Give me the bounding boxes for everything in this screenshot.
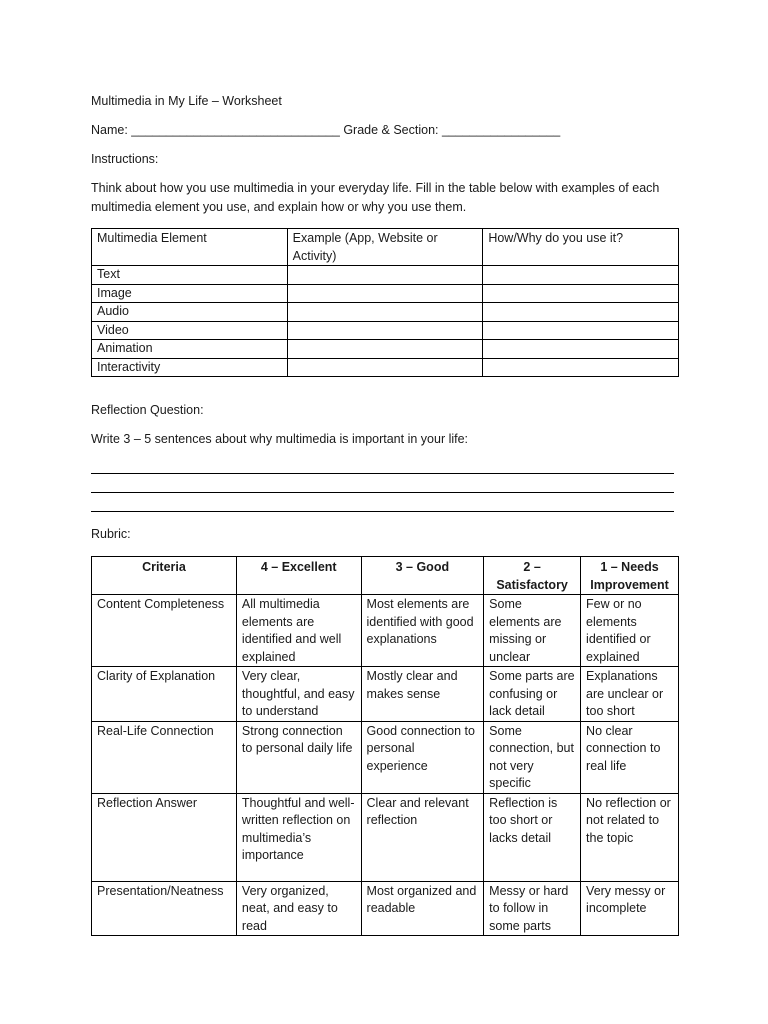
- multimedia-elements-table: [91, 228, 679, 377]
- column-header: 2 – Satisfactory: [484, 557, 581, 595]
- worksheet-title: Multimedia in My Life – Worksheet: [91, 94, 282, 108]
- rubric-cell: Clear and relevant reflection: [361, 793, 484, 881]
- rubric-cell: All multimedia elements are identified and well explained: [236, 595, 361, 667]
- answer-line[interactable]: [91, 511, 674, 512]
- table-row: [92, 266, 679, 285]
- rubric-cell: Some elements are missing or unclear: [484, 595, 581, 667]
- example-cell[interactable]: [287, 284, 483, 303]
- rubric-cell: No reflection or not related to the topic: [581, 793, 679, 881]
- column-header: Multimedia Element: [92, 229, 288, 266]
- reflection-prompt: Write 3 – 5 sentences about why multimedia is important in your life:: [91, 432, 469, 446]
- rubric-heading: Rubric:: [91, 527, 131, 541]
- column-header: Criteria: [92, 557, 237, 595]
- rubric-cell: Messy or hard to follow in some parts: [484, 881, 581, 936]
- element-label: Image: [92, 284, 288, 303]
- rubric-cell: Few or no elements identified or explained: [581, 595, 679, 667]
- element-label: Interactivity: [92, 358, 288, 377]
- rubric-cell: Thoughtful and well-written reflection on multimedia’s importance: [236, 793, 361, 881]
- instructions-line-2: multimedia element you use, and explain how or why you use them.: [91, 200, 467, 214]
- rubric-cell: Most organized and readable: [361, 881, 484, 936]
- example-cell[interactable]: [287, 321, 483, 340]
- how-why-cell[interactable]: [483, 284, 679, 303]
- answer-line[interactable]: [91, 473, 674, 474]
- table-row: [92, 721, 679, 793]
- how-why-cell[interactable]: [483, 358, 679, 377]
- example-cell[interactable]: [287, 358, 483, 377]
- rubric-cell: Some connection, but not very specific: [484, 721, 581, 793]
- element-label: Animation: [92, 340, 288, 359]
- instructions-heading: Instructions:: [91, 152, 159, 166]
- column-header: 4 – Excellent: [236, 557, 361, 595]
- how-why-cell[interactable]: [483, 340, 679, 359]
- example-cell[interactable]: [287, 303, 483, 322]
- rubric-cell: Some parts are confusing or lack detail: [484, 667, 581, 722]
- how-why-cell[interactable]: [483, 266, 679, 285]
- how-why-cell[interactable]: [483, 321, 679, 340]
- rubric-cell: Very organized, neat, and easy to read: [236, 881, 361, 936]
- column-header: Example (App, Website or Activity): [287, 229, 483, 266]
- example-cell[interactable]: [287, 340, 483, 359]
- table-row: [92, 340, 679, 359]
- element-label: Video: [92, 321, 288, 340]
- rubric-cell: Very clear, thoughtful, and easy to understand: [236, 667, 361, 722]
- table-row: [92, 595, 679, 667]
- table-header-row: [92, 229, 679, 266]
- rubric-cell: Reflection is too short or lacks detail: [484, 793, 581, 881]
- rubric-header-row: [92, 557, 679, 595]
- reflection-heading: Reflection Question:: [91, 403, 204, 417]
- rubric-cell: Most elements are identified with good explanations: [361, 595, 484, 667]
- column-header: 3 – Good: [361, 557, 484, 595]
- element-label: Audio: [92, 303, 288, 322]
- rubric-table: [91, 556, 679, 936]
- rubric-cell: Very messy or incomplete: [581, 881, 679, 936]
- name-grade-line: Name: ______________________________ Grade & Section: _________________: [91, 123, 561, 137]
- table-row: [92, 667, 679, 722]
- table-row: [92, 358, 679, 377]
- rubric-cell: Mostly clear and makes sense: [361, 667, 484, 722]
- table-row: [92, 303, 679, 322]
- table-row: [92, 793, 679, 881]
- criteria-cell: Clarity of Explanation: [92, 667, 237, 722]
- table-row: [92, 321, 679, 340]
- column-header: How/Why do you use it?: [483, 229, 679, 266]
- criteria-cell: Content Completeness: [92, 595, 237, 667]
- rubric-cell: Strong connection to personal daily life: [236, 721, 361, 793]
- criteria-cell: Reflection Answer: [92, 793, 237, 881]
- rubric-cell: Explanations are unclear or too short: [581, 667, 679, 722]
- table-row: [92, 881, 679, 936]
- column-header: 1 – Needs Improvement: [581, 557, 679, 595]
- instructions-line-1: Think about how you use multimedia in your everyday life. Fill in the table below with examples of each: [91, 181, 660, 195]
- answer-line[interactable]: [91, 492, 674, 493]
- example-cell[interactable]: [287, 266, 483, 285]
- element-label: Text: [92, 266, 288, 285]
- rubric-cell: Good connection to personal experience: [361, 721, 484, 793]
- criteria-cell: Real-Life Connection: [92, 721, 237, 793]
- rubric-cell: No clear connection to real life: [581, 721, 679, 793]
- criteria-cell: Presentation/Neatness: [92, 881, 237, 936]
- table-row: [92, 284, 679, 303]
- how-why-cell[interactable]: [483, 303, 679, 322]
